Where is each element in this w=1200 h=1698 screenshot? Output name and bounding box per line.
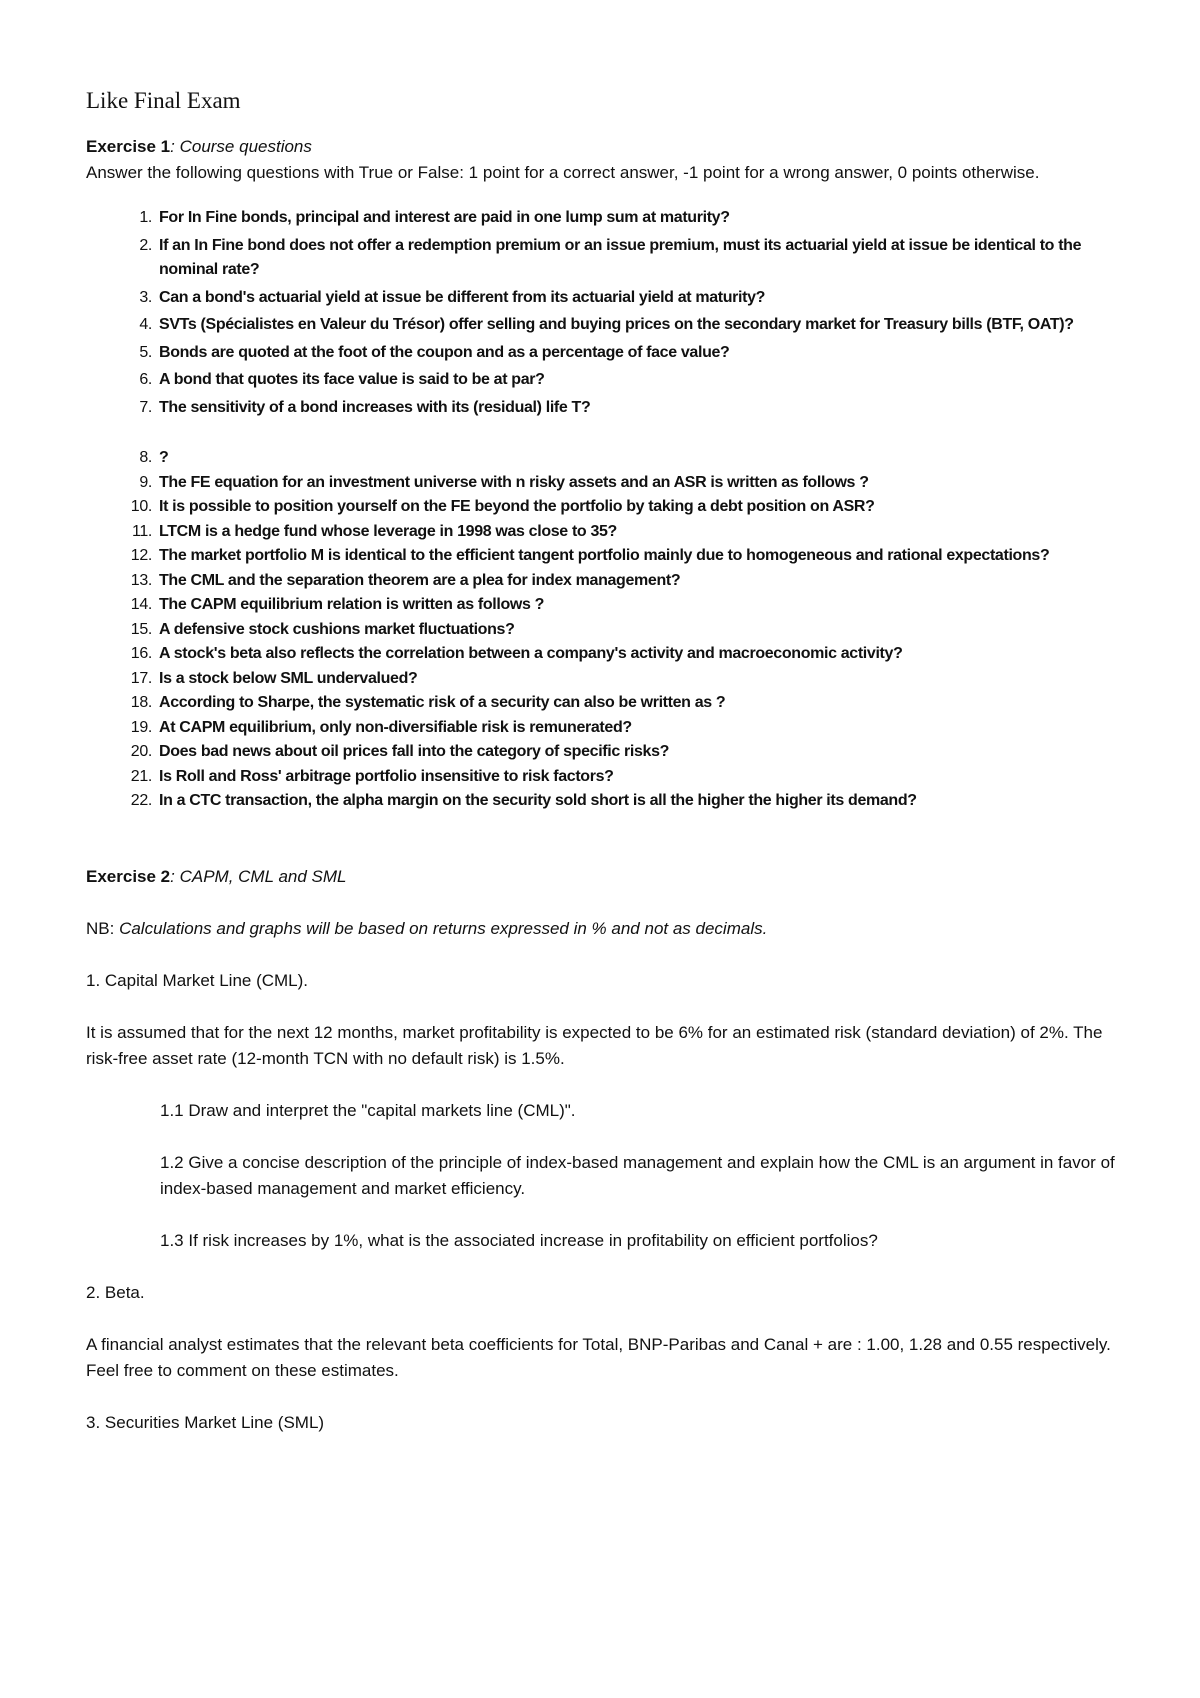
question-text: The sensitivity of a bond increases with its (residual) life T?	[159, 398, 591, 416]
exercise-1-instructions: Answer the following questions with True or False: 1 point for a correct answer, -1 point for a wrong answer, 0 points otherwise.	[86, 163, 1040, 182]
section-1-text: It is assumed that for the next 12 months, market profitability is expected to be 6% for an estimated risk (standard deviation) of 2%. The risk-free asset rate (12-month TCN with no default risk) is 1.5%.	[86, 1022, 1103, 1068]
question-text: The CML and the separation theorem are a plea for index management?	[159, 571, 681, 589]
question-number: 11.	[131, 522, 152, 540]
question-text: SVTs (Spécialistes en Valeur du Trésor) offer selling and buying prices on the secondary market for Treasury bills (BTF, OAT)?	[159, 316, 1074, 333]
question-1-2: 1.2 Give a concise description of the principle of index-based management and explain how the CML is an argument in favor of index-based management and market efficiency.	[160, 1152, 1115, 1198]
question-item	[86, 495, 1126, 520]
question-number: 14.	[130, 596, 152, 613]
document-page	[86, 84, 1126, 1436]
section-spacer	[86, 814, 1126, 864]
question-item	[86, 206, 1126, 231]
question-text: A defensive stock cushions market fluctuations?	[159, 620, 515, 638]
question-text: Bonds are quoted at the foot of the coupon and as a percentage of face value?	[159, 343, 730, 361]
question-number: 1.	[139, 209, 152, 226]
question-number: 13.	[130, 571, 152, 589]
question-item	[86, 234, 1126, 283]
section-2-text: A financial analyst estimates that the relevant beta coefficients for Total, BNP-Paribas and Canal + are : 1.00, 1.28 and 0.55 respectively. Feel free to comment on these estimates.	[86, 1334, 1111, 1380]
section-2-title: 2. Beta.	[86, 1282, 145, 1302]
question-number: 8.	[139, 449, 152, 466]
question-1-3: 1.3 If risk increases by 1%, what is the associated increase in profitability on efficient portfolios?	[160, 1230, 878, 1250]
question-number: 22.	[130, 792, 152, 809]
question-text: LTCM is a hedge fund whose leverage in 1998 was close to 35?	[159, 522, 617, 540]
question-text: The CAPM equilibrium relation is written as follows ?	[159, 596, 545, 613]
question-text: A bond that quotes its face value is said to be at par?	[159, 371, 545, 388]
question-number: 2.	[139, 236, 152, 254]
question-item	[86, 667, 1126, 692]
question-text: Does bad news about oil prices fall into the category of specific risks?	[159, 743, 670, 760]
question-text: In a CTC transaction, the alpha margin on the security sold short is all the higher the higher its demand?	[159, 792, 917, 809]
question-text: It is possible to position yourself on the FE beyond the portfolio by taking a debt position on ASR?	[159, 498, 875, 515]
question-number: 3.	[139, 288, 152, 306]
question-text: The market portfolio M is identical to the efficient tangent portfolio mainly due to homogeneous and rational expectations?	[159, 547, 1050, 564]
question-number: 15.	[130, 620, 152, 638]
question-number: 6.	[139, 371, 152, 388]
exercise-2-subtitle: : CAPM, CML and SML	[170, 866, 347, 886]
question-text: Is a stock below SML undervalued?	[159, 669, 418, 687]
question-number: 19.	[130, 718, 152, 736]
question-text: ?	[159, 449, 169, 466]
document-title: Like Final Exam	[86, 88, 241, 113]
question-item	[86, 341, 1126, 366]
question-number: 7.	[139, 398, 152, 416]
exercise-2-label: Exercise 2	[86, 866, 171, 886]
nb-label: NB:	[86, 918, 120, 938]
section-1-title: 1. Capital Market Line (CML).	[86, 970, 309, 990]
question-number: 17.	[130, 669, 152, 687]
nb-note	[86, 916, 1126, 942]
question-item	[86, 691, 1126, 716]
question-item	[86, 593, 1126, 618]
question-item	[86, 396, 1126, 421]
question-1-1: 1.1 Draw and interpret the "capital markets line (CML)".	[160, 1100, 576, 1120]
question-number: 5.	[139, 343, 152, 361]
question-number: 18.	[130, 694, 152, 711]
question-item	[86, 471, 1126, 496]
question-item	[86, 569, 1126, 594]
question-number: 9.	[139, 473, 152, 491]
question-item	[86, 740, 1126, 765]
question-item	[86, 313, 1126, 338]
question-item	[86, 520, 1126, 545]
section-3-title: 3. Securities Market Line (SML)	[86, 1412, 325, 1432]
question-text: According to Sharpe, the systematic risk of a security can also be written as ?	[159, 694, 726, 711]
question-item	[86, 368, 1126, 393]
question-text: A stock's beta also reflects the correlation between a company's activity and macroeconomic activity?	[159, 645, 903, 662]
question-item	[86, 789, 1126, 814]
question-item	[86, 765, 1126, 790]
exercise-2-heading	[86, 864, 1126, 890]
question-text: The FE equation for an investment universe with n risky assets and an ASR is written as follows ?	[159, 473, 869, 491]
question-number: 4.	[139, 316, 152, 333]
exercise-1-heading	[86, 134, 1126, 160]
exercise-1-label: Exercise 1	[86, 137, 171, 156]
question-item	[86, 544, 1126, 569]
question-text: If an In Fine bond does not offer a redemption premium or an issue premium, must its actuarial yield at issue be identical to the nominal rate?	[159, 236, 1082, 278]
question-number: 21.	[130, 767, 152, 785]
question-text: Is Roll and Ross' arbitrage portfolio insensitive to risk factors?	[159, 767, 614, 785]
question-item	[86, 286, 1126, 311]
question-text: For In Fine bonds, principal and interest are paid in one lump sum at maturity?	[159, 209, 730, 226]
question-number: 20.	[130, 743, 152, 760]
nb-text: Calculations and graphs will be based on returns expressed in % and not as decimals.	[119, 918, 768, 938]
question-text: At CAPM equilibrium, only non-diversifiable risk is remunerated?	[159, 718, 632, 736]
question-item	[86, 642, 1126, 667]
question-item	[86, 446, 1126, 471]
question-list-2	[86, 446, 1126, 814]
question-item	[86, 716, 1126, 741]
question-number: 10.	[130, 498, 152, 515]
question-text: Can a bond's actuarial yield at issue be different from its actuarial yield at maturity?	[159, 288, 766, 306]
question-item	[86, 618, 1126, 643]
question-number: 16.	[130, 645, 152, 662]
question-number: 12.	[130, 547, 152, 564]
exercise-1-subtitle: : Course questions	[170, 137, 312, 156]
question-list-1	[86, 206, 1126, 420]
